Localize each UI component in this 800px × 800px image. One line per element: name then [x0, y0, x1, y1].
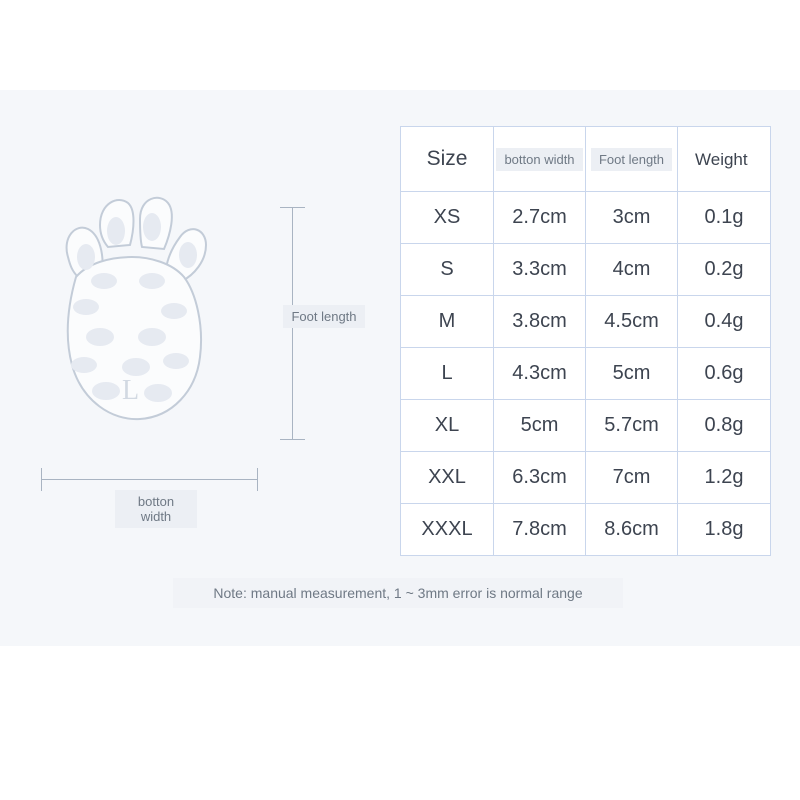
cell-foot-length: 8.6cm: [586, 504, 678, 556]
cell-weight: 0.8g: [678, 400, 771, 452]
cell-size: M: [401, 296, 494, 348]
cell-foot-length: 3cm: [586, 192, 678, 244]
paw-size-letter: L: [122, 375, 140, 406]
header-label-foot-length: Foot length: [591, 148, 672, 171]
cell-botton-width: 3.3cm: [494, 244, 586, 296]
cell-weight: 0.2g: [678, 244, 771, 296]
cell-weight: 1.8g: [678, 504, 771, 556]
dimension-cap-bottom: [280, 439, 305, 440]
header-cell-weight: [678, 127, 771, 192]
paw-pad-graphic: [40, 185, 230, 435]
cell-weight: 0.6g: [678, 348, 771, 400]
cell-foot-length: 5cm: [586, 348, 678, 400]
product-illustration: [30, 105, 357, 524]
measurement-note: Note: manual measurement, 1 ~ 3mm error is normal range: [173, 578, 623, 608]
table-row: [401, 348, 771, 400]
cell-size: XS: [401, 192, 494, 244]
cell-botton-width: 4.3cm: [494, 348, 586, 400]
size-table: [400, 126, 771, 556]
cell-size: S: [401, 244, 494, 296]
header-cell-size: [401, 127, 494, 192]
header-label-botton-width: botton width: [496, 148, 582, 171]
cell-size: XL: [401, 400, 494, 452]
table-row: [401, 504, 771, 556]
cell-size: L: [401, 348, 494, 400]
cell-foot-length: 4.5cm: [586, 296, 678, 348]
botton-width-label: botton width: [115, 490, 197, 528]
cell-botton-width: 6.3cm: [494, 452, 586, 504]
dimension-line-horizontal: [41, 479, 258, 480]
header-cell-foot-length: [586, 127, 678, 192]
table-row: [401, 452, 771, 504]
cell-foot-length: 4cm: [586, 244, 678, 296]
header-label-size: Size: [426, 147, 468, 170]
cell-foot-length: 5.7cm: [586, 400, 678, 452]
table-row: [401, 296, 771, 348]
cell-weight: 1.2g: [678, 452, 771, 504]
cell-botton-width: 3.8cm: [494, 296, 586, 348]
header-cell-botton-width: [494, 127, 586, 192]
cell-botton-width: 2.7cm: [494, 192, 586, 244]
foot-length-label: Foot length: [283, 305, 365, 328]
dimension-cap-right: [257, 468, 258, 491]
table-header-row: [401, 127, 771, 192]
cell-weight: 0.1g: [678, 192, 771, 244]
table-row: [401, 192, 771, 244]
cell-foot-length: 7cm: [586, 452, 678, 504]
cell-botton-width: 5cm: [494, 400, 586, 452]
header-label-weight: Weight: [695, 149, 748, 169]
cell-weight: 0.4g: [678, 296, 771, 348]
table-row: [401, 400, 771, 452]
cell-botton-width: 7.8cm: [494, 504, 586, 556]
cell-size: XXL: [401, 452, 494, 504]
cell-size: XXXL: [401, 504, 494, 556]
table-row: [401, 244, 771, 296]
